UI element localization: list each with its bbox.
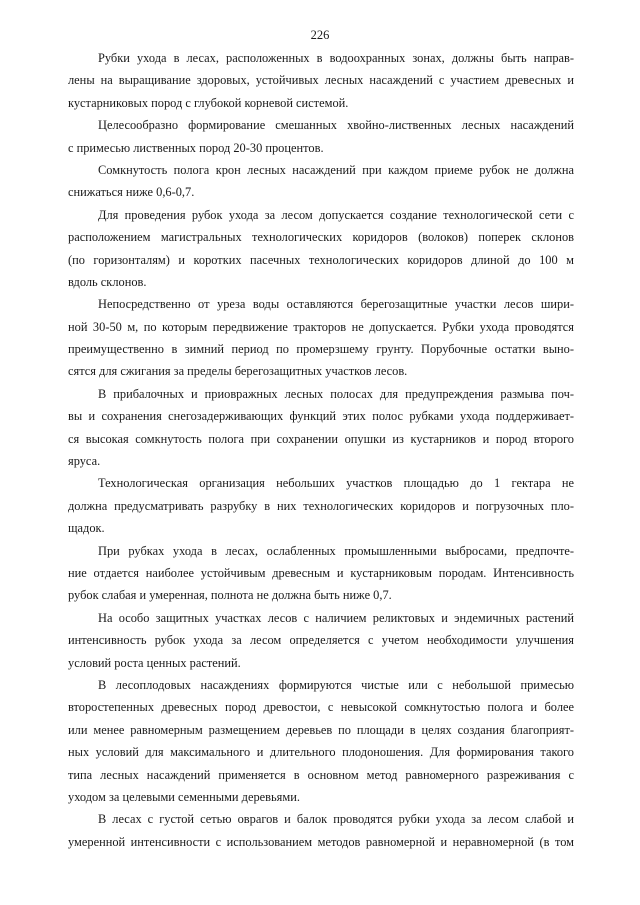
- paragraph: [68, 293, 574, 383]
- text-line: ных условий для максимального и длительного плодоношения. Для формирования такого: [68, 745, 574, 760]
- text-line: Рубки ухода в лесах, расположенных в водоохранных зонах, должны быть направ-: [98, 51, 574, 65]
- text-line: Целесообразно формирование смешанных хвойно-лиственных лесных насаждений: [98, 118, 574, 133]
- text-line: второстепенных древесных пород древостои, с невысокой сомкнутостью полога и более: [68, 700, 574, 715]
- page-number: 226: [310, 28, 330, 42]
- text-line: условий роста ценных растений.: [68, 655, 241, 670]
- text-line: рубок слабая и умеренная, полнота не должна быть ниже 0,7.: [68, 588, 392, 603]
- text-line: интенсивность рубок ухода за лесом определяется с учетом необходимости улучшения: [68, 633, 574, 648]
- body-text: [68, 47, 574, 853]
- text-line: снижаться ниже 0,6-0,7.: [68, 185, 195, 200]
- text-line: яруса.: [68, 454, 101, 469]
- text-line: В лесах с густой сетью оврагов и балок проводятся рубки ухода за лесом слабой и: [98, 812, 574, 827]
- paragraph: [68, 808, 574, 853]
- text-line: уходом за целевыми семенными деревьями.: [68, 789, 300, 804]
- paragraph: [68, 607, 574, 674]
- text-line: вы и сохранения снегозадерживающих функций этих полос рубками ухода поддерживает-: [68, 409, 574, 424]
- text-line: преимущественно в зимний период по промерзшему грунту. Порубочные остатки выно-: [68, 342, 574, 357]
- text-line: с примесью лиственных пород 20-30 процентов.: [68, 140, 324, 155]
- text-line: или менее равномерным размещением деревьев по площади в целях создания благоприят-: [68, 722, 574, 737]
- text-line: лены на выращивание здоровых, устойчивых лесных насаждений с участием древесных и: [68, 73, 574, 88]
- text-line: На особо защитных участках лесов с наличием реликтовых и эндемичных растений: [98, 610, 574, 625]
- paragraph: [68, 472, 574, 539]
- text-line: Технологическая организация небольших участков площадью до 1 гектара не: [98, 476, 574, 491]
- text-line: ся высокая сомкнутость полога при сохранении опушки из кустарников и пород второго: [68, 431, 574, 446]
- paragraph: [68, 47, 574, 114]
- text-line: расположением магистральных технологических коридоров (волоков) поперек склонов: [68, 230, 574, 245]
- text-line: При рубках ухода в лесах, ослабленных промышленными выбросами, предпочте-: [98, 543, 574, 558]
- text-line: умеренной интенсивности с использованием методов равномерной и неравномерной (в том: [68, 834, 574, 849]
- text-line: Для проведения рубок ухода за лесом допускается создание технологической сети с: [98, 207, 574, 222]
- text-line: ной 30-50 м, по которым передвижение тракторов не допускается. Рубки ухода проводятся: [68, 319, 574, 334]
- text-line: (по горизонталям) и коротких пасечных технологических коридоров длиной до 100 м: [68, 252, 574, 267]
- text-line: Сомкнутость полога крон лесных насаждений при каждом приеме рубок не должна: [98, 162, 574, 177]
- paragraph: [68, 159, 574, 204]
- paragraph: [68, 114, 574, 159]
- paragraph: [68, 540, 574, 607]
- text-line: вдоль склонов.: [68, 274, 147, 289]
- text-line: должна предусматривать разрубку в них технологических коридоров и погрузочных пло-: [68, 498, 574, 513]
- text-line: В лесоплодовых насаждениях формируются чистые или с небольшой примесью: [98, 677, 574, 692]
- text-line: сятся для сжигания за пределы берегозащитных участков лесов.: [68, 364, 408, 379]
- text-line: типа лесных насаждений применяется в основном метод равномерного разреживания с: [68, 767, 574, 782]
- text-line: кустарниковых пород с глубокой корневой системой.: [68, 95, 349, 110]
- text-line: ние отдается наиболее устойчивым древесным и кустарниковым породам. Интенсивность: [68, 565, 574, 580]
- paragraph: [68, 204, 574, 294]
- text-line: Непосредственно от уреза воды оставляются берегозащитные участки лесов шири-: [98, 297, 574, 312]
- text-line: щадок.: [68, 521, 105, 536]
- paragraph: [68, 383, 574, 473]
- paragraph: [68, 674, 574, 808]
- text-line: В прибалочных и приовражных лесных полосах для предупреждения размыва поч-: [98, 386, 574, 401]
